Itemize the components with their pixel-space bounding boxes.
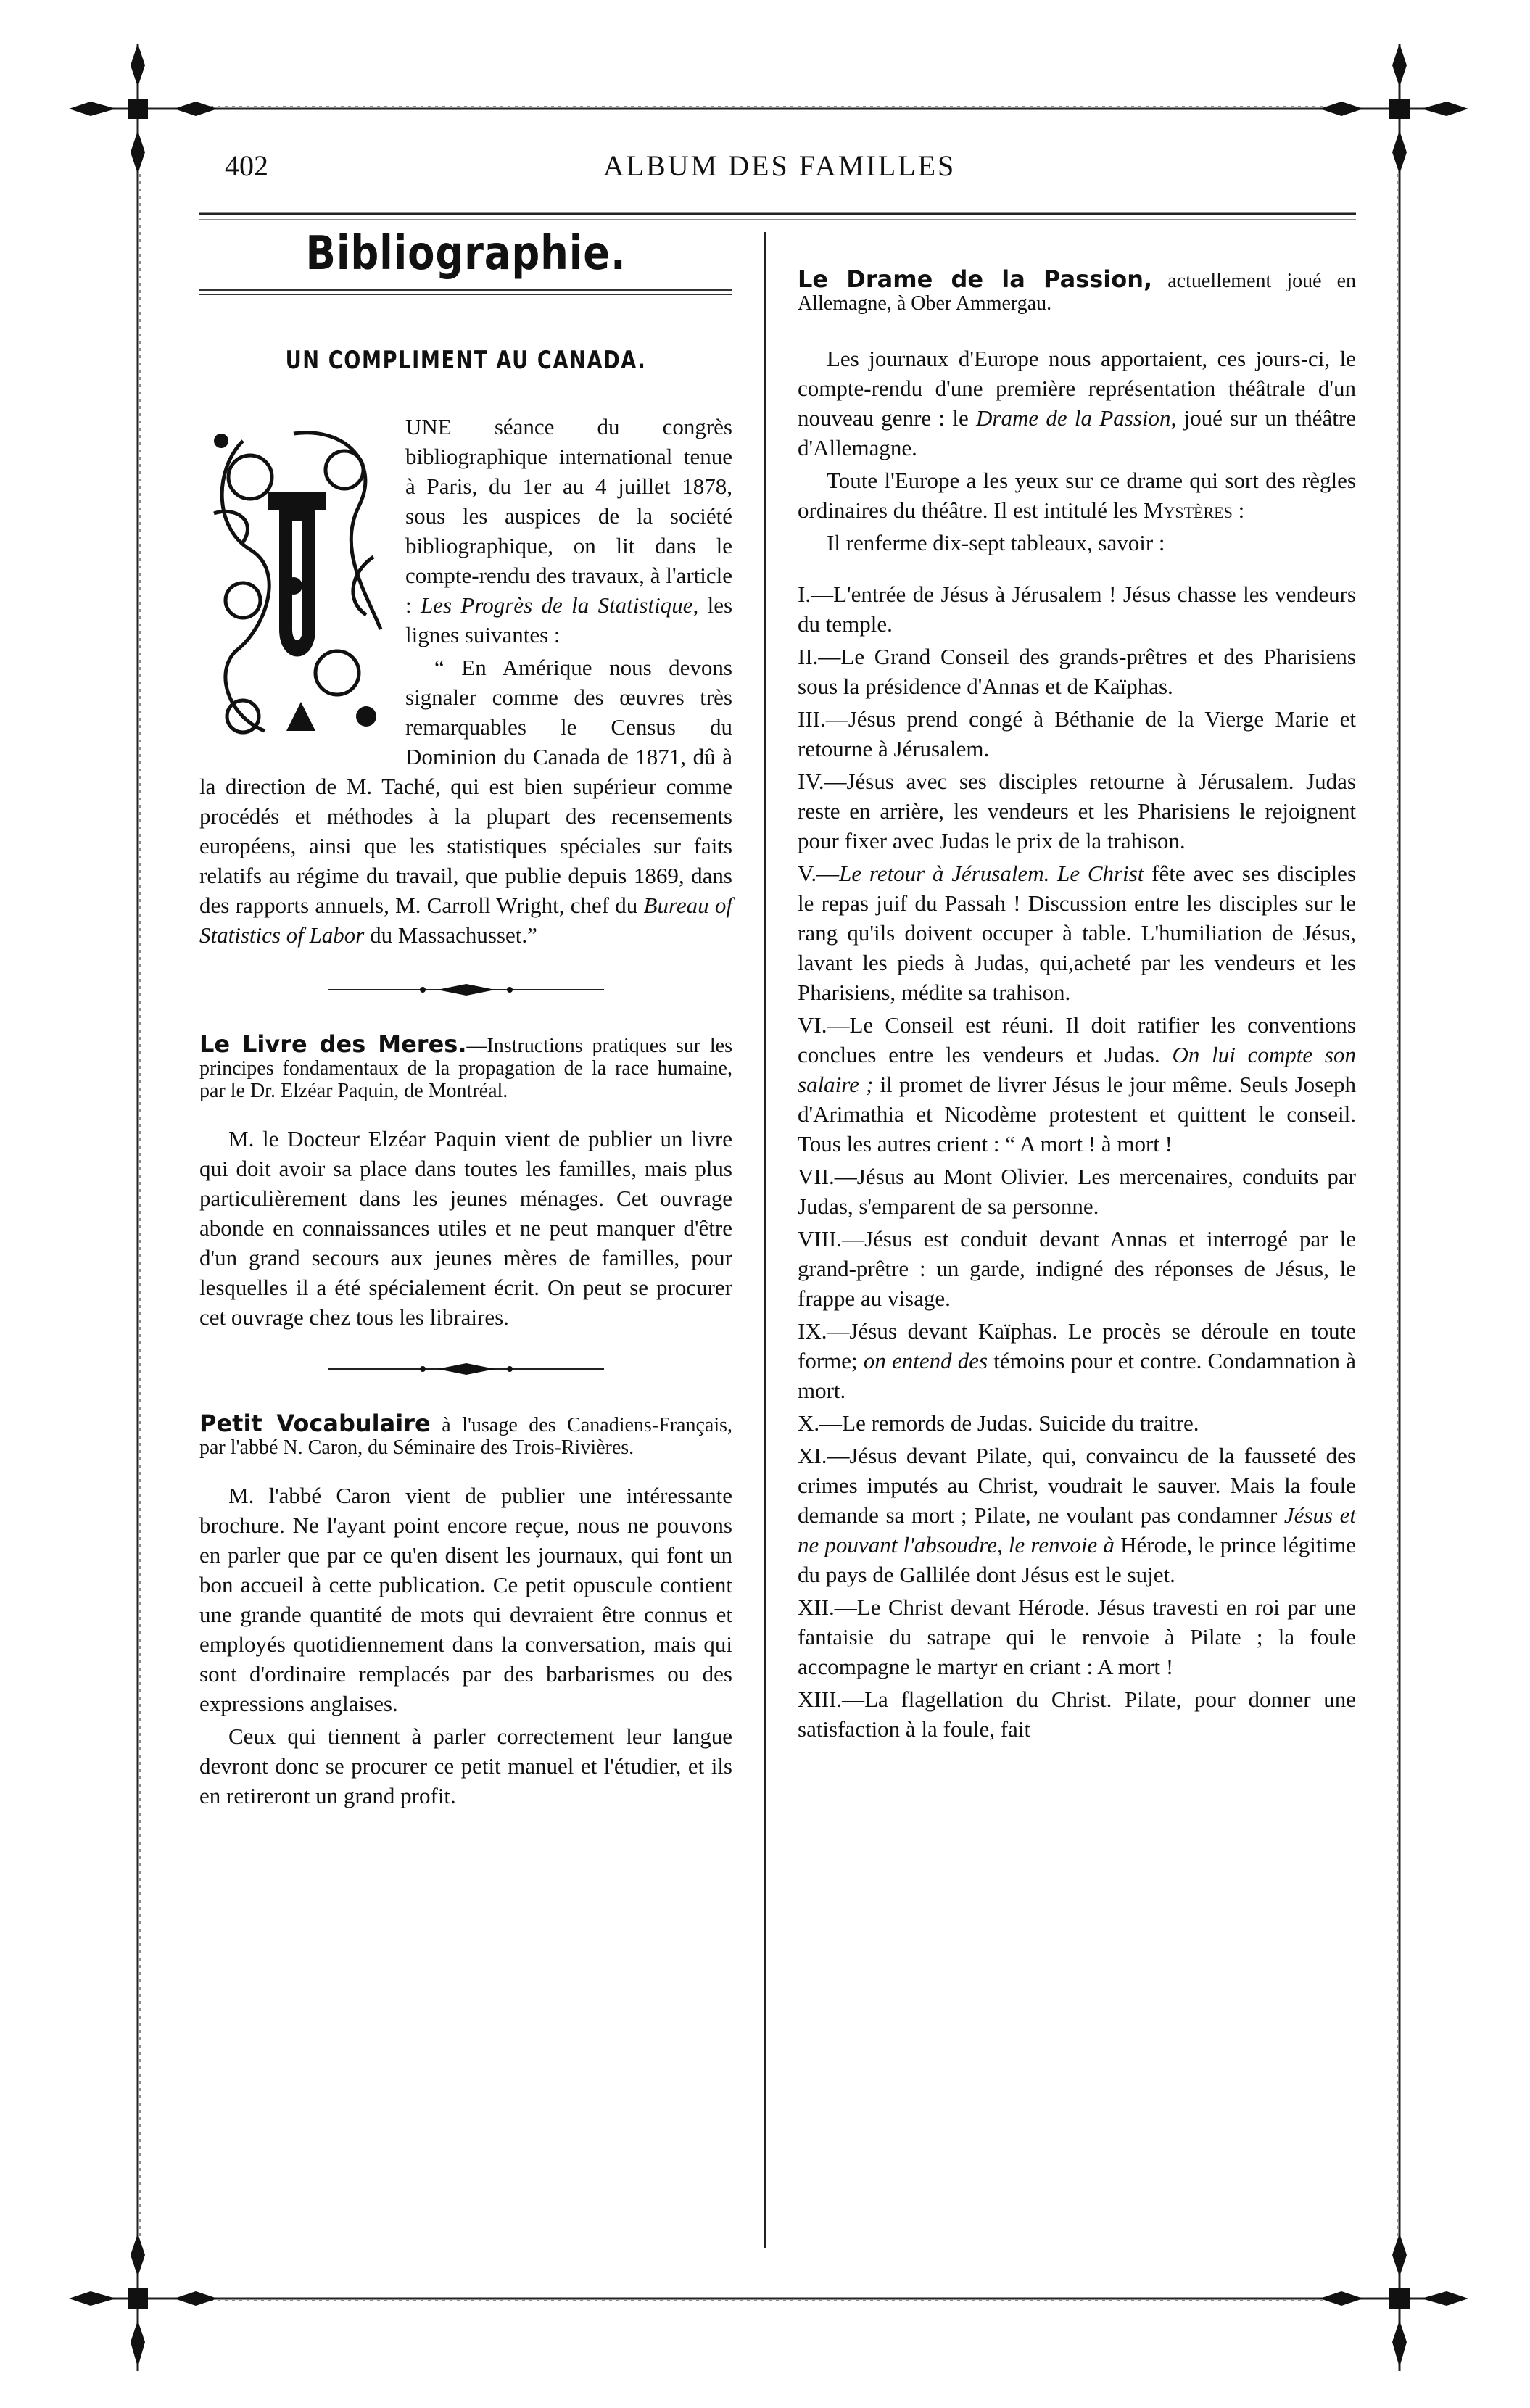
right-column xyxy=(798,265,1357,1747)
tableau-item: VIII.—Jésus est conduit devant Annas et interrogé par le grand-prêtre : un garde, indigné des réponses de Jésus, le frappe au visage. xyxy=(798,1226,1356,1311)
section-title: Bibliographie. xyxy=(305,227,627,281)
tableau-item: VII.—Jésus au Mont Olivier. Les mercenaires, conduits par Judas, s'emparent de sa personne. xyxy=(798,1164,1356,1219)
ornamental-divider xyxy=(199,1354,732,1383)
ornate-dropcap-u-illustration xyxy=(199,412,395,753)
tableau-item: I.—L'entrée de Jésus à Jérusalem ! Jésus chasse les vendeurs du temple. xyxy=(798,582,1356,637)
tableau-item: XII.—Le Christ devant Hérode. Jésus travesti en roi par une fantaisie du satrape qui le renvoie à Pilate ; la foule accompagne le martyr en criant : A mort ! xyxy=(798,1594,1356,1679)
tableau-item: IX.—Jésus devant Kaïphas. Le procès se déroule en toute forme; on entend des témoins pour et contre. Condamnation à mort. xyxy=(798,1318,1356,1403)
tableau-item: IV.—Jésus avec ses disciples retourne à Jérusalem. Judas reste en arrière, les vendeurs et les Pharisiens le rejoignent pour fixer avec Judas le prix de la trahison. xyxy=(798,769,1356,853)
article-paragraph: UNE séance du congrès bibliographique international tenue à Paris, du 1er au 4 juillet 1878, sous les auspices de la société bibliographique, on lit dans le compte-rendu des travaux, à l'article : Les Progrès de la Statistique, les lignes suivantes : xyxy=(199,412,732,650)
running-header xyxy=(196,149,1363,192)
book-heading-livre-des-meres: Le Livre des Meres.—Instructions pratiques sur les principes fondamentaux de la propagation de la race humaine, par le Dr. Elzéar Paquin, de Montréal. xyxy=(199,1030,732,1102)
book-review-paragraph: Ceux qui tiennent à parler correctement leur langue devront donc se procurer ce petit manuel et l'étudier, et ils en retireront un grand profit. xyxy=(199,1724,732,1808)
book-review-paragraph: M. le Docteur Elzéar Paquin vient de publier un livre qui doit avoir sa place dans toutes les familles, mais plus particulièrement dans les jeunes ménages. Cet ouvrage abonde en connaissances utiles et ne peut manquer d'être d'un grand secours aux jeunes mères de familles, pour lesquelles il a été spécialement écrit. On peut se procurer cet ouvrage chez tous les libraires. xyxy=(199,1126,732,1330)
tableau-item: II.—Le Grand Conseil des grands-prêtres et des Pharisiens sous la présidence d'Annas et de Kaïphas. xyxy=(798,644,1356,699)
passion-paragraph: Les journaux d'Europe nous apportaient, ces jours-ci, le compte-rendu d'une première représentation théâtrale d'un nouveau genre : le Drame de la Passion, joué sur un théâtre d'Allemagne. xyxy=(798,346,1357,460)
title-rule xyxy=(199,289,732,295)
left-column xyxy=(199,227,733,1813)
tableau-item: X.—Le remords de Judas. Suicide du traitre. xyxy=(798,1410,1199,1436)
tableau-item: III.—Jésus prend congé à Béthanie de la Vierge Marie et retourne à Jérusalem. xyxy=(798,706,1356,761)
passion-heading: Le Drame de la Passion, actuellement joué en Allemagne, à Ober Ammergau. xyxy=(798,265,1357,315)
article-title: UN COMPLIMENT AU CANADA. xyxy=(285,346,647,375)
tableau-item: V.—Le retour à Jérusalem. Le Christ fête avec ses disciples le repas juif du Passah ! Discussion entre les disciples sur le rang qu'ils doivent occuper à table. L'humiliation de Jésus, lavant les pieds à Judas, qui,acheté par les vendeurs et les Pharisiens, médite sa trahison. xyxy=(798,861,1357,1005)
tableau-item: XIII.—La flagellation du Christ. Pilate, pour donner une satisfaction à la foule, fait xyxy=(798,1687,1356,1742)
page-number: 402 xyxy=(225,149,268,182)
tableau-item: XI.—Jésus devant Pilate, qui, convaincu de la fausseté des crimes imputés au Christ, voudrait le sauver. Mais la foule demande sa mort ; Pilate, ne voulant pas condamner Jésus et ne pouvant l'absoudre, le renvoie à Hérode, le prince légitime du pays de Gallilée dont Jésus est le sujet. xyxy=(798,1443,1357,1587)
passion-paragraph: Il renferme dix-sept tableaux, savoir : xyxy=(827,530,1165,555)
running-title: ALBUM DES FAMILLES xyxy=(603,149,956,182)
ornamental-divider xyxy=(199,975,732,1004)
tableau-item: VI.—Le Conseil est réuni. Il doit ratifier les conventions conclues entre les vendeurs et Judas. On lui compte son salaire ; il promet de livrer Jésus le jour même. Seuls Joseph d'Arimathia et Nicodème protestent et quittent le conseil. Tous les autres crient : “ A mort ! à mort ! xyxy=(798,1012,1356,1157)
article-quote: “ En Amérique nous devons signaler comme des œuvres très remarquables le Census du Dominion du Canada de 1871, dû à la direction de M. Taché, qui est bien supérieur comme procédés et méthodes à la plupart des recensements européens, ainsi que les statistiques spéciales sur faits relatifs au régime du travail, que publie depuis 1869, dans des rapports annuels, M. Carroll Wright, chef du Bureau of Statistics of Labor du Massachusset.” xyxy=(199,655,732,948)
passion-paragraph: Toute l'Europe a les yeux sur ce drame qui sort des règles ordinaires du théâtre. Il est intitulé les Mystères : xyxy=(798,468,1356,523)
book-heading-petit-vocabulaire: Petit Vocabulaire à l'usage des Canadiens-Français, par l'abbé N. Caron, du Séminaire des Trois-Rivières. xyxy=(199,1410,732,1459)
book-review-paragraph: M. l'abbé Caron vient de publier une intéressante brochure. Ne l'ayant point encore reçue, nous ne pouvons en parler que par ce qu'en disent les journaux, qui font un bon accueil à cette publication. Ce petit opuscule contient une grande quantité de mots qui devraient être connus et employés quotidiennement dans la conversation, mais qui sont d'ordinaire remplacés par des barbarismes ou des expressions anglaises. xyxy=(199,1483,732,1716)
